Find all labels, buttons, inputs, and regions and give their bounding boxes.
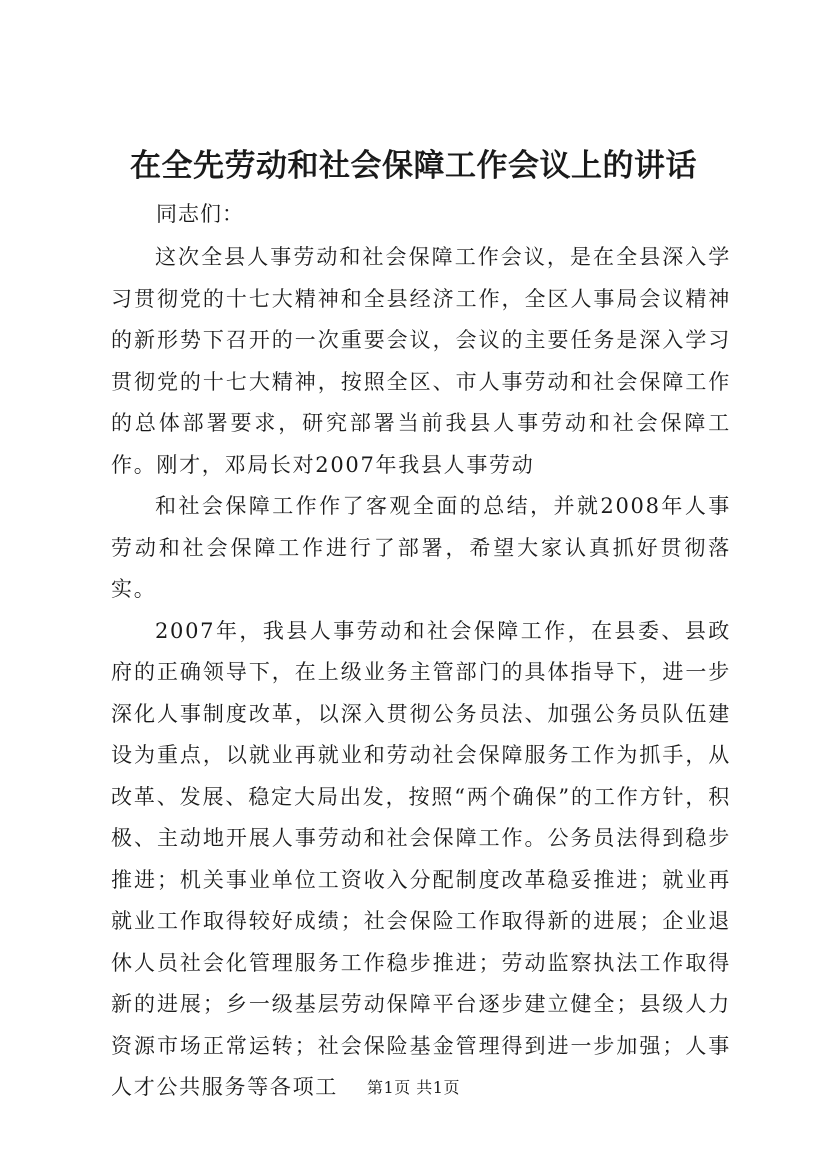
document-body: [111, 237, 731, 1109]
page-footer: 第1页 共1页: [367, 1078, 460, 1097]
paragraph: 2007年，我县人事劳动和社会保障工作，在县委、县政府的正确领导下，在上级业务主管部门的具体指导下，进一步深化人事制度改革，以深入贯彻公务员法、加强公务员队伍建设为重点，以就业再就业和劳动社会保障服务工作为抓手，从改革、发展、稳定大局出发，按照“两个确保”的工作方针，积极、主动地开展人事劳动和社会保障工作。公务员法得到稳步推进；机关事业单位工资收入分配制度改革稳妥推进；就业再就业工作取得较好成绩；社会保险工作取得新的进展；企业退休人员社会化管理服务工作稳步推进；劳动监察执法工作取得新的进展；乡一级基层劳动保障平台逐步建立健全；县级人力资源市场正常运转；社会保险基金管理得到进一步加强；人事人才公共服务等各项工: [111, 618, 731, 1099]
paragraph: 这次全县人事劳动和社会保障工作会议，是在全县深入学习贯彻党的十七大精神和全县经济工作，全区人事局会议精神的新形势下召开的一次重要会议，会议的主要任务是深入学习贯彻党的十七大精神，按照全区、市人事劳动和社会保障工作的总体部署要求，研究部署当前我县人事劳动和社会保障工作。刚才，邓局长对2007年我县人事劳动: [111, 245, 731, 477]
document-title: 在全先劳动和社会保障工作会议上的讲话: [130, 148, 697, 184]
paragraph: 和社会保障工作作了客观全面的总结，并就2008年人事劳动和社会保障工作进行了部署，希望大家认真抓好贯彻落实。: [111, 494, 731, 601]
greeting: 同志们：: [156, 202, 244, 226]
